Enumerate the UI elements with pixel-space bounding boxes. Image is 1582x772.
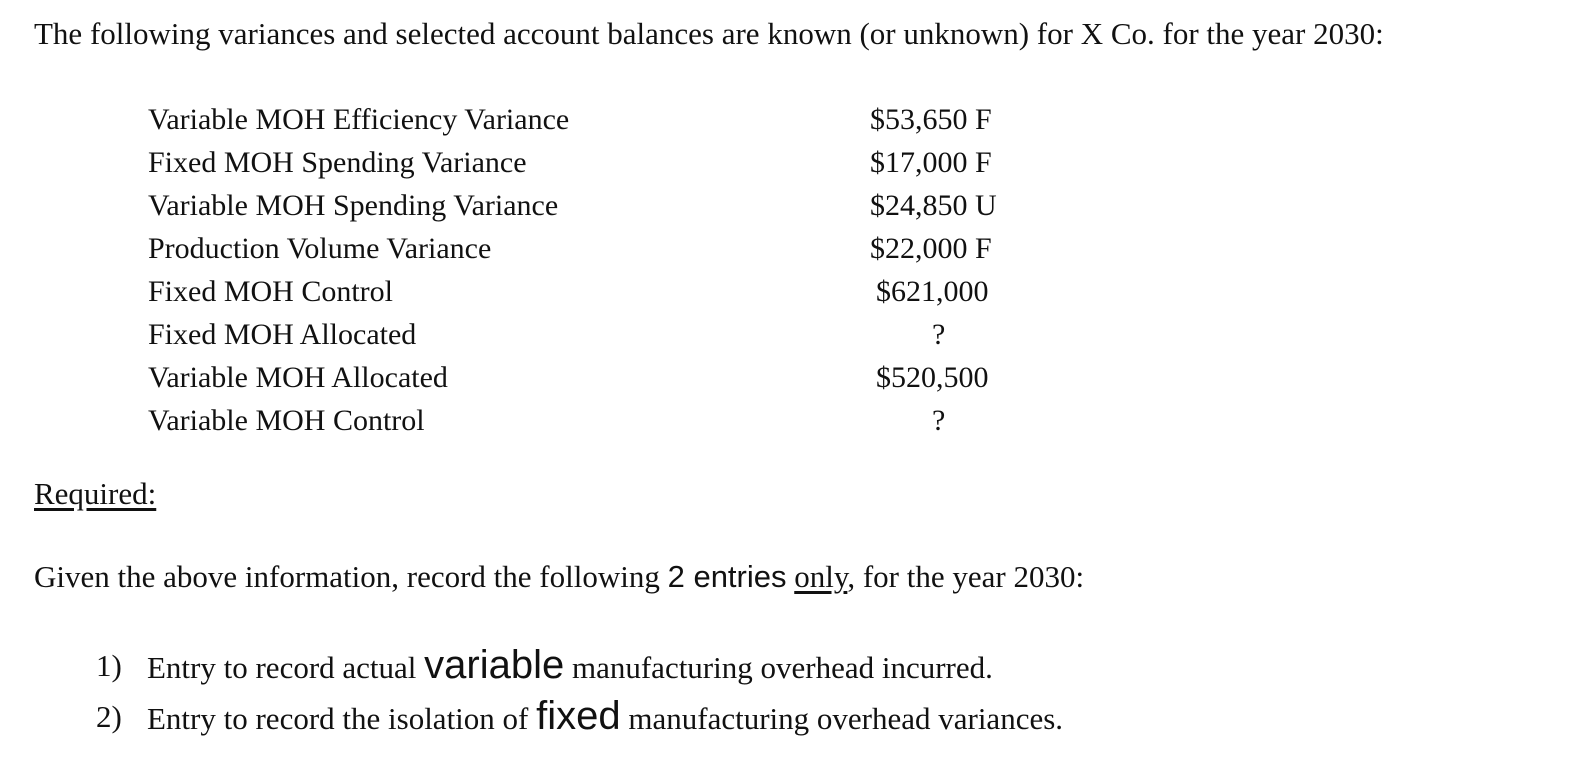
item-text xyxy=(147,691,1063,744)
account-label: Variable MOH Control xyxy=(148,404,425,437)
account-balances-table xyxy=(148,98,1048,442)
item-text-pre: Entry to record the isolation of xyxy=(147,701,537,736)
instruction-text xyxy=(34,556,1084,598)
required-heading: Required: xyxy=(34,476,157,511)
account-label: Variable MOH Efficiency Variance xyxy=(148,103,570,136)
account-label: Fixed MOH Control xyxy=(148,275,394,308)
table-row xyxy=(148,356,1048,399)
table-row xyxy=(148,141,1048,184)
table-row xyxy=(148,184,1048,227)
item-number: 1) xyxy=(96,648,122,683)
table-row xyxy=(148,313,1048,356)
account-value: $22,000 F xyxy=(870,232,992,265)
account-value: ? xyxy=(932,404,946,437)
item-text-post: manufacturing overhead incurred. xyxy=(564,650,993,685)
instruction-part: Given the above information, record the following xyxy=(34,559,668,594)
instruction-part: , for the year 2030: xyxy=(847,559,1085,594)
account-label: Variable MOH Spending Variance xyxy=(148,189,559,222)
account-label: Fixed MOH Allocated xyxy=(148,318,417,351)
table-row xyxy=(148,270,1048,313)
intro-text: The following variances and selected account balances are known (or unknown) for X Co. for the year 2030: xyxy=(34,16,1384,51)
account-value: $621,000 xyxy=(876,275,989,308)
account-value: $17,000 F xyxy=(870,146,992,179)
item-text-post: manufacturing overhead variances. xyxy=(620,701,1064,736)
table-row xyxy=(148,399,1048,442)
item-emphasis: variable xyxy=(424,643,565,687)
account-value: $520,500 xyxy=(876,361,989,394)
only-emphasis: only xyxy=(794,559,848,594)
table-row xyxy=(148,98,1048,141)
item-emphasis: fixed xyxy=(536,694,621,738)
account-value: $53,650 F xyxy=(870,103,992,136)
account-value: ? xyxy=(932,318,946,351)
account-label: Fixed MOH Spending Variance xyxy=(148,146,527,179)
item-text xyxy=(147,640,993,693)
table-row xyxy=(148,227,1048,270)
item-text-pre: Entry to record actual xyxy=(147,650,425,685)
item-number: 2) xyxy=(96,699,122,734)
account-label: Production Volume Variance xyxy=(148,232,492,265)
account-label: Variable MOH Allocated xyxy=(148,361,448,394)
account-value: $24,850 U xyxy=(870,189,997,222)
entries-count: 2 entries xyxy=(667,559,787,594)
